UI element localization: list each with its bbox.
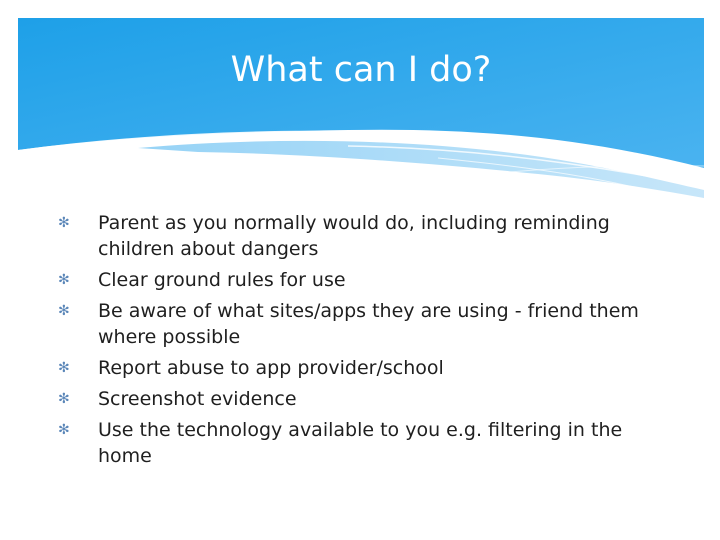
asterisk-bullet-icon: ✻ (58, 422, 70, 438)
bullet-text: Clear ground rules for use (98, 269, 346, 291)
list-item (58, 355, 658, 381)
bullet-text: Report abuse to app provider/school (98, 357, 444, 379)
list-item (58, 267, 658, 293)
asterisk-bullet-icon: ✻ (58, 272, 70, 288)
slide-title: What can I do? (230, 50, 492, 90)
asterisk-bullet-icon: ✻ (58, 360, 70, 376)
list-item (58, 298, 658, 350)
bullet-list (58, 210, 658, 474)
bullet-text: Be aware of what sites/apps they are using - friend them where possible (98, 300, 639, 348)
list-item (58, 210, 658, 262)
bullet-text: Use the technology available to you e.g. filtering in the home (98, 419, 623, 467)
asterisk-bullet-icon: ✻ (58, 215, 70, 231)
asterisk-bullet-icon: ✻ (58, 391, 70, 407)
title-banner (18, 18, 704, 198)
list-item (58, 386, 658, 412)
list-item (58, 417, 658, 469)
asterisk-bullet-icon: ✻ (58, 303, 70, 319)
bullet-text: Parent as you normally would do, including reminding children about dangers (98, 212, 610, 260)
bullet-text: Screenshot evidence (98, 388, 297, 410)
banner-graphic (18, 18, 704, 198)
